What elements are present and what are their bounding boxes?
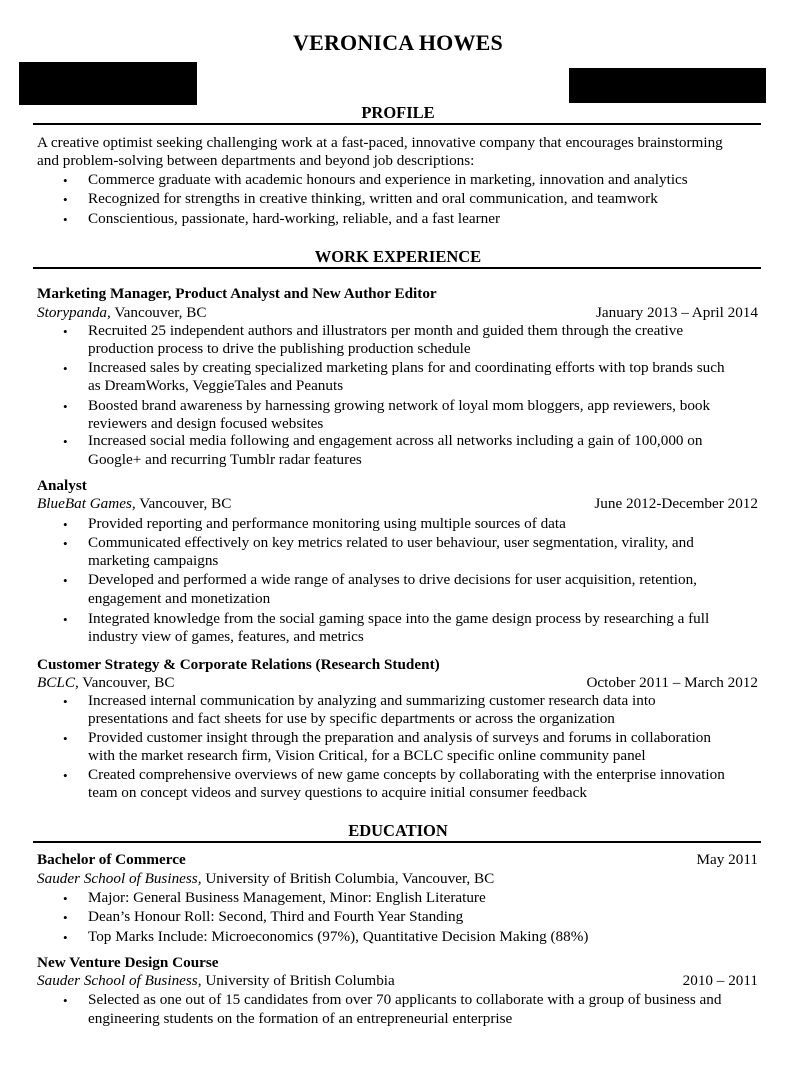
job-bullet-line: Integrated knowledge from the social gaming space into the game design process by researching a full [88,610,710,627]
bullet-mark: • [63,891,68,906]
school-line [37,870,494,888]
redacted-contact-right [569,68,766,103]
job-bullet-line: engagement and monetization [88,590,271,607]
employer-name: Storypanda [37,304,108,321]
job-bullet-line: with the market research firm, Vision Critical, for a BCLC specific online community panel [88,747,646,764]
section-title-work-experience: WORK EXPERIENCE [314,247,482,266]
bullet-mark: • [63,768,68,783]
bullet-mark: • [63,399,68,414]
degree-title: Bachelor of Commerce [37,851,186,868]
section-divider [33,123,761,125]
bullet-mark: • [63,573,68,588]
job-bullet-line: reviewers and design focused websites [88,415,324,432]
bullet-mark: • [63,694,68,709]
employer-location: , Vancouver, BC [74,674,175,691]
job-bullet-line: Boosted brand awareness by harnessing growing network of loyal mom bloggers, app reviewers, book [88,397,711,414]
education-dates: May 2011 [696,851,758,868]
job-title: Analyst [37,477,87,494]
job-dates: October 2011 – March 2012 [586,674,758,691]
job-bullet-line: Provided customer insight through the preparation and analysis of surveys and forums in collaboration [88,729,711,746]
job-bullet-line: Developed and performed a wide range of analyses to drive decisions for user acquisition, retention, [88,571,697,588]
section-divider [33,841,761,843]
education-bullet: Selected as one out of 15 candidates from over 70 applicants to collaborate with a group of business and [88,991,722,1008]
job-bullet-line: team on concept videos and survey questions to acquire initial consumer feedback [88,784,587,801]
job-bullet-line: Google+ and recurring Tumblr radar features [88,451,362,468]
profile-bullet: Recognized for strengths in creative thinking, written and oral communication, and teamwork [88,190,658,207]
bullet-mark: • [63,324,68,339]
section-title-education: EDUCATION [348,821,448,840]
degree-title: New Venture Design Course [37,954,219,971]
profile-bullet: Commerce graduate with academic honours and experience in marketing, innovation and analytics [88,171,688,188]
bullet-mark: • [63,731,68,746]
education-bullet: Top Marks Include: Microeconomics (97%), Quantitative Decision Making (88%) [88,928,589,945]
school-location: University of British Columbia [201,972,395,989]
employer-name: BCLC [37,674,75,691]
job-bullet-line: Provided reporting and performance monitoring using multiple sources of data [88,515,566,532]
job-bullet-line: presentations and fact sheets for use by specific departments or across the organization [88,710,615,727]
job-bullet-line: industry view of games, features, and metrics [88,628,364,645]
job-bullet-line: Recruited 25 independent authors and illustrators per month and guided them through the creative [88,322,684,339]
employer-location: , Vancouver, BC [107,304,207,321]
bullet-mark: • [63,910,68,925]
job-bullet-line: Increased internal communication by analyzing and summarizing customer research data into [88,692,656,709]
job-employer [37,304,207,322]
job-bullet-line: Increased social media following and engagement across all networks including a gain of 100,000 on [88,432,703,449]
redacted-contact-left [19,62,197,105]
section-divider [33,267,761,269]
profile-bullet: Conscientious, passionate, hard-working, reliable, and a fast learner [88,210,501,227]
section-title-profile: PROFILE [361,103,435,122]
job-bullet-line: Increased sales by creating specialized marketing plans for and coordinating efforts with top brands such [88,359,725,376]
education-bullet: Major: General Business Management, Minor: English Literature [88,889,486,906]
job-bullet-line: Created comprehensive overviews of new game concepts by collaborating with the enterprise innovation [88,766,725,783]
bullet-mark: • [63,361,68,376]
school-name: Sauder School of Business, [37,870,202,887]
bullet-mark: • [63,212,68,227]
job-bullet-line: as DreamWorks, VeggieTales and Peanuts [88,377,344,394]
bullet-mark: • [63,434,68,449]
job-employer [37,495,231,513]
employer-name: BlueBat Games, [37,495,136,512]
bullet-mark: • [63,517,68,532]
bullet-mark: • [63,173,68,188]
job-bullet-line: marketing campaigns [88,552,219,569]
school-name: Sauder School of Business, [37,972,202,989]
job-dates: January 2013 – April 2014 [596,304,758,321]
school-location: University of British Columbia, Vancouver, BC [201,870,495,887]
bullet-mark: • [63,612,68,627]
education-dates: 2010 – 2011 [682,972,758,989]
education-bullet: Dean’s Honour Roll: Second, Third and Fourth Year Standing [88,908,464,925]
job-title: Customer Strategy & Corporate Relations (Research Student) [37,656,440,673]
education-bullet: engineering students on the formation of an entrepreneurial enterprise [88,1010,513,1027]
candidate-name: VERONICA HOWES [292,30,503,55]
job-bullet-line: Communicated effectively on key metrics related to user behaviour, user segmentation, virality, and [88,534,694,551]
job-bullet-line: production process to drive the publishing production schedule [88,340,471,357]
bullet-mark: • [63,536,68,551]
job-title: Marketing Manager, Product Analyst and New Author Editor [37,285,437,302]
job-employer [37,674,175,692]
profile-summary-line: and problem-solving between departments and beyond job descriptions: [37,152,475,169]
bullet-mark: • [63,993,68,1008]
school-line [37,972,395,990]
profile-summary-line: A creative optimist seeking challenging work at a fast-paced, innovative company that encourages brainstorming [37,134,723,151]
employer-location: Vancouver, BC [135,495,232,512]
bullet-mark: • [63,930,68,945]
bullet-mark: • [63,192,68,207]
job-dates: June 2012-December 2012 [594,495,758,512]
